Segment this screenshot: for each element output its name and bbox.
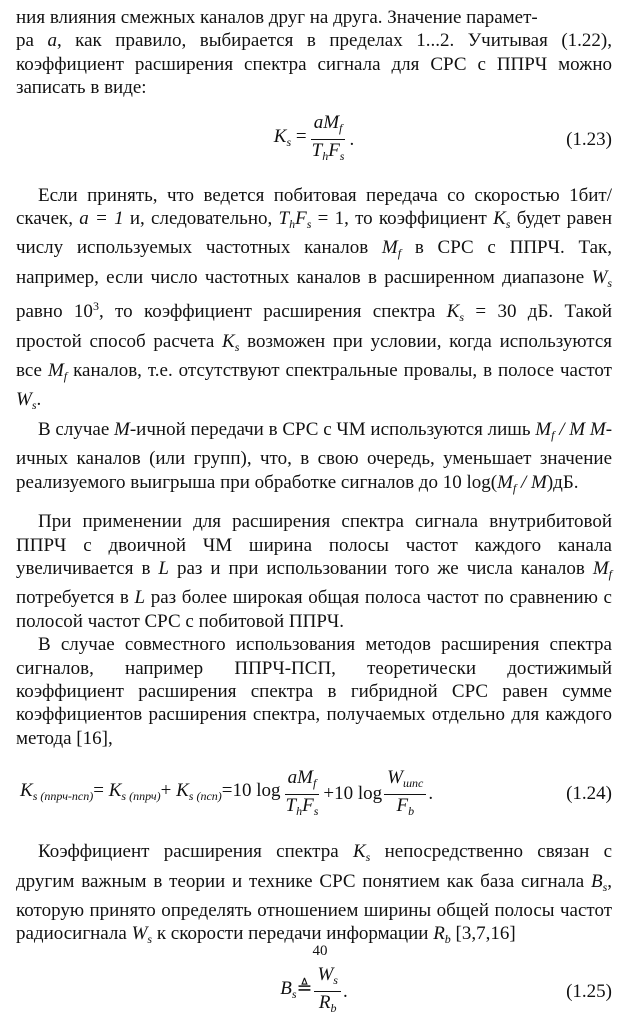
fraction: $\frac{aM_f}{T_hF_s}$ [311,112,345,164]
equation-1-24: $K_{s (ппрч-псп)}= K_{s (ппрч)}+ K_{s (псп)}=10$ log $\frac{aM_f}{T_hF_s}$ +10 log $\frac{W_{шпс}}{F_b}$ . (1.24) [16,758,612,830]
fraction: $\frac{W_s}{R_b}$ [314,964,341,1019]
equation-number: (1.24) [566,783,612,805]
paragraph-6: Коэффициент расширения спектра $K_s$ непосредственно связан с другим важным в теории и технике СРС понятием как база сигнала $B_s$, которую принято определять отношением ширины общей полосы частот радиосигнала $W_s$ к скорости передачи информации $R_b$ [3,7,16] [16,841,613,947]
paragraph-1: ния влияния смежных каналов друг на друга. Значение парамет- ра a, как правило, выбирается в пределах 1...2. Учитывая (1.22), коэффициент расширения спектра сигнала для СРС с ППРЧ можно записать в виде: [16,7,612,99]
paragraph-5: В случае совместного использования методов расширения спектра сигналов, например ППРЧ-ПСП, теоретически достижимый коэффициент расширения спектра в гибридной СРС равен сумме коэффициентов расширения спектра, получаемых отдельно для каждого метода [16], [16,634,612,749]
paragraph-3: В случае M-ичной передачи в СРС с ЧМ используются лишь $M_f$ / M M-ичных каналов (или групп), что, в свою очередь, уменьшает значение реализуемого выигрыша при обработке сигналов до 10 $\log(M_f / M)дБ$. [16,418,613,495]
paragraph-4: При применении для расширения спектра сигнала внутрибитовой ППРЧ с двоичной ЧМ ширина полосы частот каждого канала увеличивается в L раз и при использовании того же числа каналов $M_f$ потребуется в L раз более широкая общая полоса частот по сравнению с полосой частот СРС с побитовой ППРЧ. [16,511,613,632]
equation-number: (1.23) [566,128,612,150]
equation-1-25: $B_s≜$ $\frac{W_s}{R_b}$ . (1.25) [16,962,612,1022]
fraction: $\frac{aM_f}{T_hF_s}$ [285,766,319,818]
page-number: 40 [312,943,328,959]
equation-1-23: $K_s$ = $\frac{aM_f}{T_hF_s}$ . (1.23) [16,110,612,170]
equation-number: (1.25) [566,981,612,1003]
paragraph-2: Если принять, что ведется побитовая передача со скоростью 1бит/скачек, a = 1 и, следовательно, $T_hF_s = 1$, то коэффициент $K_s$ будет равен числу используемых частотных каналов $M_f$ в СРС с ППРЧ. Так, например, если число частотных каналов в расширенном диапазоне $W_s$ равно $10^3$, то коэффициент расширения спектра $K_s = 30$ дБ. Такой простой способ расчета $K_s$ возможен при условии, когда используются все $M_f$ каналов, т.е. отсутствуют спектральные провалы, в полосе частот $W_s$. [16,184,613,413]
fraction: $\frac{W_{шпс}}{F_b}$ [384,767,426,822]
